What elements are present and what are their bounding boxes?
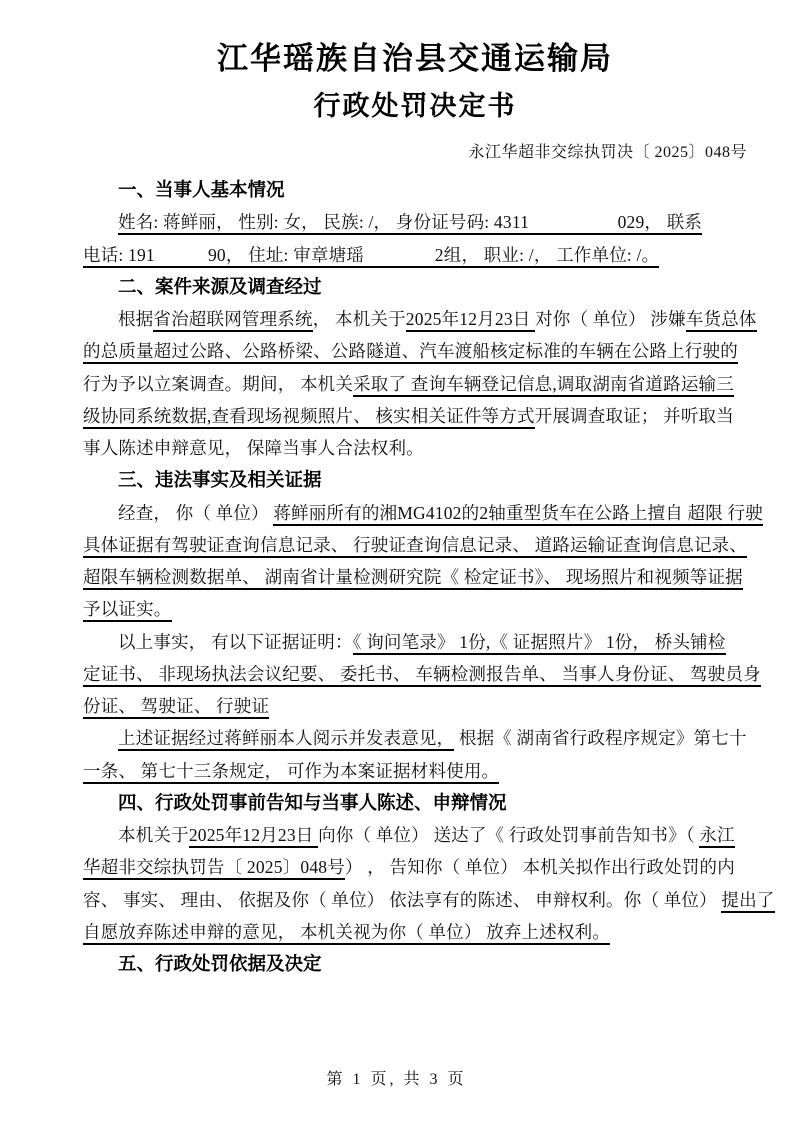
facts-line-4: [83, 593, 747, 625]
notice-line-4: [83, 916, 747, 948]
evidence-review-filled: 一条、 第七十三条规定， 可作为本案证据材料使用。: [83, 761, 499, 784]
section-heading-penalty-decision: 五、行政处罚依据及决定: [118, 953, 322, 974]
text-segment: 行为予以立案调查。期间， 本机关: [83, 373, 354, 394]
party-info-values-2: 电话: 191 90， 住址: 审章塘瑶 2组， 职业: /， 工作单位: /。: [83, 245, 659, 268]
text-segment: 事人陈述申辩意见， 保障当事人合法权利。: [83, 438, 424, 458]
agency-title: 江华瑶族自治县交通运输局: [217, 41, 613, 76]
text-segment: 容、 事实、 理由、 依据及你（ 单位） 依法享有的陈述、 申辩权利。你（ 单位）: [83, 889, 722, 910]
facts-line-3: [83, 561, 747, 593]
violation-desc-filled: 车货总体: [686, 309, 757, 332]
investigation-measures-filled: 采取了 查询车辆登记信息,调取湖南省道路运输三: [353, 374, 734, 397]
text-segment: 对你（ 单位） 涉嫌: [535, 309, 686, 329]
evidence-review-line-1: [83, 722, 747, 754]
text-segment: 根据: [118, 309, 154, 329]
statement-response-filled: 提出了: [721, 890, 774, 913]
text-segment: 本机关于: [118, 825, 189, 845]
section-heading-case-source: 二、案件来源及调查经过: [118, 275, 322, 297]
page-number: 第 1 页, 共 3 页: [326, 1071, 467, 1088]
system-name-filled: 省治超联网管理系统: [153, 309, 312, 332]
notice-line-3: [83, 884, 775, 916]
facts-line-1: [83, 497, 763, 529]
facts-filled: 超限车辆检测数据单、 湖南省计量检测研究院《 检定证书》、 现场照片和视频等证据: [83, 567, 743, 590]
violation-desc-filled: 的总质量超过公路、公路桥梁、公路隧道、汽车渡船核定标准的车辆在公路上行驶的: [83, 341, 738, 364]
case-source-line-5: [83, 432, 747, 464]
evidence-review-line-2: [83, 755, 747, 787]
section-heading-facts-evidence: 三、违法事实及相关证据: [118, 469, 322, 491]
evidence-list-filled: 定证书、 非现场执法会议纪要、 委托书、 车辆检测报告单、 当事人身份证、 驾驶员身: [83, 664, 761, 687]
evidence-review-filled: 上述证据经过蒋鲜丽本人阅示并发表意见，: [118, 728, 454, 751]
evidence-list-filled: 《 询问笔录》 1份,《 证据照片》 1份， 桥头铺检: [353, 632, 726, 655]
evidence-list-filled: 份证、 驾驶证、 行驶证: [83, 696, 269, 719]
document-title: 行政处罚决定书: [313, 91, 517, 121]
facts-line-2: [83, 529, 747, 561]
evidence-line-3: [83, 690, 747, 722]
notice-line-2: [83, 851, 747, 883]
document-header: [83, 36, 747, 166]
section-heading-prior-notice: 四、行政处罚事前告知与当事人陈述、申辩情况: [118, 791, 507, 813]
facts-filled: 予以证实。: [83, 599, 172, 622]
text-segment: 经查， 你（ 单位）: [118, 502, 274, 523]
evidence-line-2: [83, 658, 761, 690]
text-segment: ） ， 告知你（ 单位） 本机关拟作出行政处罚的内: [344, 857, 735, 878]
text-segment: 根据《 湖南省行政程序规定》第七十: [454, 728, 747, 749]
case-source-line-3: [83, 368, 747, 400]
investigation-measures-filled: 级协同系统数据,查看现场视频照片、 核实相关证件等方式: [83, 406, 535, 429]
notice-number-filled: 华超非交综执罚告〔 2025〕048号: [83, 857, 345, 880]
evidence-line-1: [83, 626, 747, 658]
case-source-line-1: [83, 303, 757, 335]
party-info-line-2: [83, 239, 747, 271]
document-body: [83, 174, 775, 980]
party-info-values-1: 姓名: 蒋鲜丽， 性别: 女， 民族: /， 身份证号码: 4311 029， 联系: [118, 212, 702, 235]
notice-number-filled: 永江: [699, 825, 734, 848]
text-segment: ， 本机关于: [312, 309, 406, 329]
notice-date-filled: 2025年12月23日: [189, 825, 318, 848]
text-segment: 以上事实， 有以下证据证明：: [118, 631, 353, 652]
facts-filled: 具体证据有驾驶证查询信息记录、 行驶证查询信息记录、 道路运输证查询信息记录、: [83, 535, 747, 558]
party-info-line-1: [83, 206, 747, 238]
case-source-line-4: [83, 400, 747, 432]
case-date-filled: 2025年12月23日: [406, 309, 535, 332]
text-segment: 向你（ 单位） 送达了《 行政处罚事前告知书》（: [318, 825, 700, 845]
document-number: 永江华超非交综执罚决〔 2025〕048号: [468, 144, 747, 161]
text-segment: 开展调查取证； 并听取当: [534, 405, 734, 426]
case-source-line-2: [83, 335, 747, 367]
facts-filled: 蒋鲜丽所有的湘MG4102的2轴重型货车在公路上擅自 超限 行驶: [273, 503, 763, 526]
section-heading-party-info: 一、当事人基本情况: [118, 179, 285, 200]
notice-line-1: [83, 819, 747, 851]
statement-response-filled: 自愿放弃陈述申辩的意见， 本机关视为你（ 单位） 放弃上述权利。: [83, 922, 610, 945]
